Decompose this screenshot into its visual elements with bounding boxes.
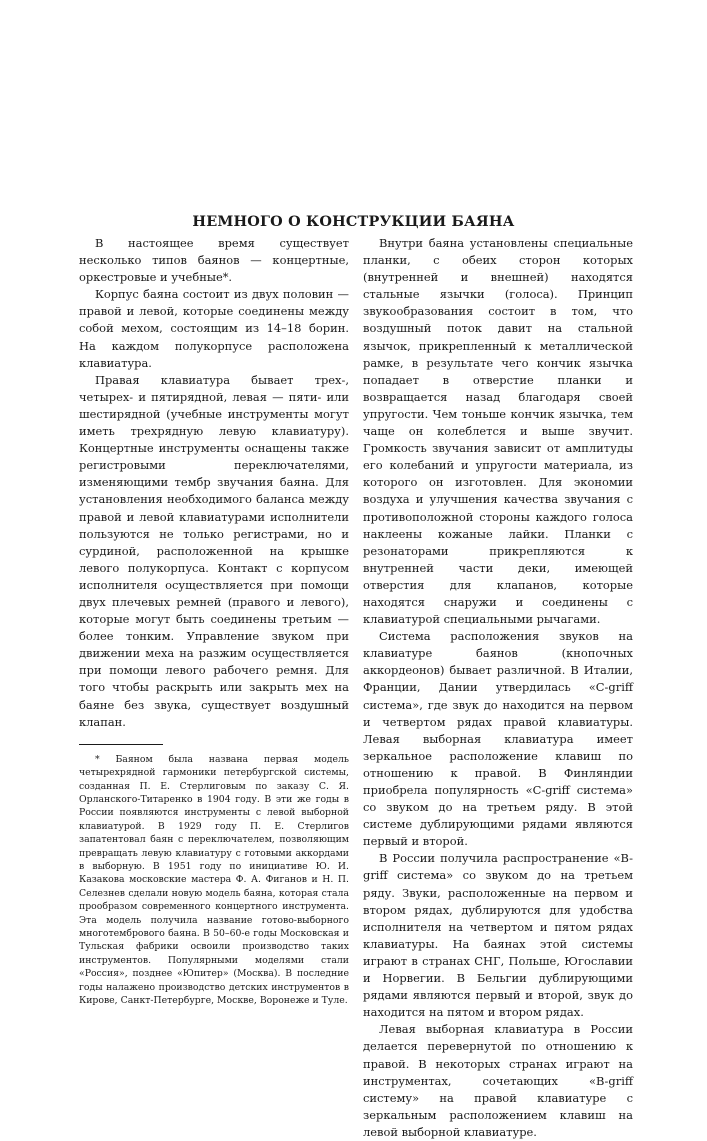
paragraph: Левая выборная клавиатура в России делается перевернутой по отношению к правой. В некоторых странах играют на инструментах, сочетающих «B-griff систему» на правой клавиатуре с зеркальным расположением клавиш на левой выборной клавиатуре. [363,1022,633,1139]
right-column [363,235,633,1141]
footnote: * Баяном была названа первая модель четырехрядной гармоники петербургской системы, созданная П. Е. Стерлиговым по заказу С. Я. Орланского-Титаренко в 1904 году. В эти же годы в России появляются инструменты с левой выборной клавиатурой. В 1929 году П. Е. Стерлигов запатентовал баян с переключателем, позволяющим превращать левую клавиатуру с готовыми аккордами в выборную. В 1951 году по инициативе Ю. И. Казакова московские мастера Ф. А. Фиганов и Н. П. Селезнев сделали новую модель баяна, которая стала прообразом современного концертного инструмента. Эта модель получила название готово-выборного многотембрового баяна. В 50–60-е годы Московская и Тульская фабрики освоили производство таких инструментов. Популярными моделями стали «Россия», позднее «Юпитер» (Москва). В последние годы налажено производство детских инструментов в Кирове, Санкт-Петербурге, Москве, Воронеже и Туле. [79,753,349,1007]
paragraph: Корпус баяна состоит из двух половин — правой и левой, которые соединены между собой мехом, состоящим из 14–18 борин. На каждом полукорпусе расположена клавиатура. [79,287,349,370]
left-column [79,235,349,1007]
page-title: НЕМНОГО О КОНСТРУКЦИИ БАЯНА [192,212,515,230]
paragraph: В настоящее время существует несколько типов баянов — концертные, оркестровые и учебные*. [79,236,349,285]
paragraph: Правая клавиатура бывает трех-, четырех- и пятирядной, левая — пяти- или шестирядной (учебные инструменты могут иметь трехрядную левую клавиатуру). Концертные инструменты оснащены также регистровыми переключателями, изменяющими тембр звучания баяна. Для установления необходимого баланса между правой и левой клавиатурами исполнители пользуются не только регистрами, но и сурдиной, расположенной на крышке левого полукорпуса. Контакт с корпусом исполнителя осуществляется при помощи двух плечевых ремней (правого и левого), которые могут быть соединены третьим — более тонким. Управление звуком при движении меха на разжим осуществляется при помощи левого рабочего ремня. Для того чтобы раскрыть или закрыть мех на баяне без звука, существует воздушный клапан. [79,372,349,729]
paragraph: Система расположения звуков на клавиатуре баянов (кнопочных аккордеонов) бывает различной. В Италии, Франции, Дании утвердилась «C-griff система», где звук до находится на первом и четвертом рядах правой клавиатуры. Левая выборная клавиатура имеет зеркальное расположение клавиш по отношению к правой. В Финляндии приобрела популярность «C-griff система» со звуком до на третьем ряду. В этой системе дублирующими рядами являются первый и второй. [363,629,633,849]
paragraph: В России получила распространение «B-griff система» со звуком до на третьем ряду. Звуки, расположенные на первом и втором рядах, дублируются для удобства исполнителя на четвертом и пятом рядах клавиатуры. На баянах этой системы играют в странах СНГ, Польше, Югославии и Норвегии. В Бельгии дублирующими рядами являются первый и второй, звук до находится на пятом и втором рядах. [363,851,633,1020]
footnote-divider [79,744,163,745]
paragraph: Внутри баяна установлены специальные планки, с обеих сторон которых (внутренней и внешней) находятся стальные язычки (голоса). Принцип звукообразования состоит в том, что воздушный поток давит на стальной язычок, прикрепленный к металлической рамке, в результате чего кончик язычка попадает в отверстие планки и возвращается назад благодаря своей упругости. Чем тоньше кончик язычка, тем чаще он колеблется и выше звучит. Громкость звучания зависит от амплитуды его колебаний и упругости материала, из которого он изготовлен. Для экономии воздуха и улучшения качества звучания с противоположной стороны каждого голоса наклеены кожаные лайки. Планки с резонаторами прикрепляются к внутренней части деки, имеющей отверстия для клапанов, которые находятся снаружи и соединены с клавиатурой специальными рычагами. [363,236,633,627]
